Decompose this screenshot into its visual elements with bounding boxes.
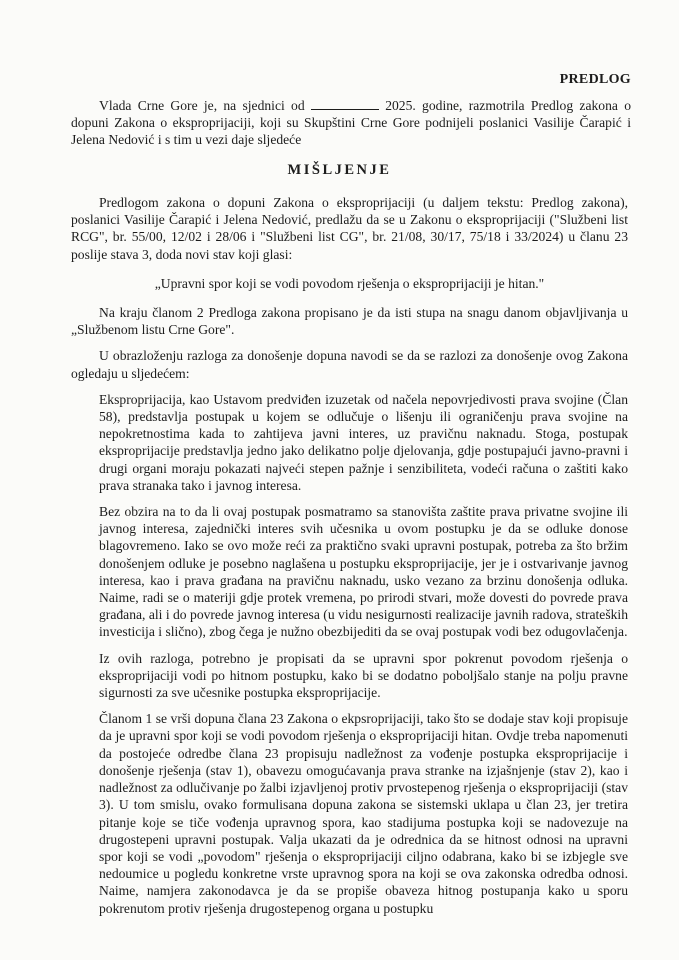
intro-text-end: 2025. godine, razmotrila Predlog zakona o dopuni Zakona o eksproprijaciji, koji su Skupštini Crne Gore podnijeli poslanici Vasilije Čarapić i Jelena Nedović i s tim u vezi daje sljedeće	[71, 98, 631, 148]
intro-paragraph	[71, 97, 631, 149]
paragraph-entry-into-force: Na kraju članom 2 Predloga zakona propisano je da isti stupa na snagu danom objavljivanja u „Službenom listu Crne Gore".	[71, 305, 628, 338]
paragraph-timeliness: Bez obzira na to da li ovaj postupak posmatramo sa stanovišta zaštite prava privatne svojine ili javnog interesa, zajednički interes svih učesnika u ovom postupku je da se odluke donose blagovremeno. Iako se ovo može reći za praktično svaki upravni postupak, potreba za što bržim donošenjem odluke je posebno naglašena u postupku eksproprijacije, jer je i ostvarivanje javnog interesa, kao i prava građana na pravičnu naknadu, usko vezano za brzinu donošenja odluka. Naime, radi se o materiji gdje protek vremena, po prirodi stvari, može dovesti do povrede prava građana, ali i do povrede javnog interesa (u vidu nesigurnosti realizacije javnih radova, strateških investicija i slično), zbog čega je nužno obezbijediti da se ovaj postupak vodi bez odugovlačenja.	[99, 504, 628, 640]
document-heading: MIŠLJENJE	[287, 162, 392, 178]
paragraph-article-1: Članom 1 se vrši dopuna člana 23 Zakona o ekpsroprijaciji, tako što se dodaje stav koji propisuje da je upravni spor koji se vodi povodom rješenja o eksproprijaciji hitan. Ovdje treba napomenuti da postojeće odredbe člana 23 propisuju nadležnost za vođenje postupka eksproprijacije i donošenje rješenja (stav 1), obavezu omogućavanja prava stranke na izjašnjenje (stav 2), kao i nadležnost za odlučivanje po žalbi izjavljenoj protiv prvostepenog rješenja o eksproprijaciji (stav 3). U tom smislu, ovako formulisana dopuna zakona se sistemski uklapa u član 23, jer tretira pitanje koje se tiče vođenja upravnog spora, kao stadijuma postupka koji se nadovezuje na drugostepeni upravni postupak. Valja ukazati da je odrednica da se hitnost odnosi na upravni spor koji se vodi „povodom" rješenja o eksproprijaciji ciljno odabrana, kako bi se izbjegle sve nedoumice u pogledu konkretne vrste upravnog spora na koji se ova zakonska odredba odnosi. Naime, namjera zakonodavca je da se propiše obaveza hitnog postupanja kako u sporu pokrenutom protiv rješenja drugostepenog organa u postupku	[99, 711, 628, 916]
document-body	[71, 194, 628, 926]
paragraph-proposal: Predlogom zakona o dopuni Zakona o eksproprijaciji (u daljem tekstu: Predlog zakona), poslanici Vasilije Čarapić i Jelena Nedović, predlažu da se u Zakonu o eksproprijaciji ("Službeni list RCG", br. 55/00, 12/02 i 28/06 i "Službeni list CG", br. 21/08, 30/17, 75/18 i 33/2024) u članu 23 poslije stava 3, doda novi stav koji glasi:	[71, 195, 628, 262]
paragraph-urgency: Iz ovih razloga, potrebno je propisati da se upravni spor pokrenut povodom rješenja o eksproprijaciji vodi po hitnom postupku, kako bi se dodatno poboljšalo stanje na polju pravne sigurnosti za sve učesnike postupka eksproprijacije.	[99, 650, 628, 701]
document-label: PREDLOG	[559, 72, 631, 87]
date-blank-line	[311, 98, 379, 110]
quoted-provision: „Upravni spor koji se vodi povodom rješenja o eksproprijaciji je hitan."	[154, 275, 545, 291]
paragraph-reasons-intro: U obrazloženju razloga za donošenje dopuna navodi se da se razlozi za donošenje ovog Zakona ogledaju u sljedećem:	[71, 348, 628, 381]
paragraph-expropriation: Eksproprijacija, kao Ustavom predviđen izuzetak od načela nepovrjedivosti prava svojine (Član 58), predstavlja postupak u kojem se odlučuje o lišenju ili ograničenju prava svojine na nepokretnostima kada to zahtijeva javni interes, uz pravičnu naknadu. Stoga, postupak eksproprijacije predstavlja jedno jako delikatno polje djelovanja, gdje postupajući javno-pravni i drugi organi moraju pokazati najveći stepen pažnje i senzibiliteta, vodeći računa o zaštiti kako prava stranaka tako i javnog interesa.	[99, 391, 628, 493]
intro-text-start: Vlada Crne Gore je, na sjednici od	[99, 98, 305, 113]
